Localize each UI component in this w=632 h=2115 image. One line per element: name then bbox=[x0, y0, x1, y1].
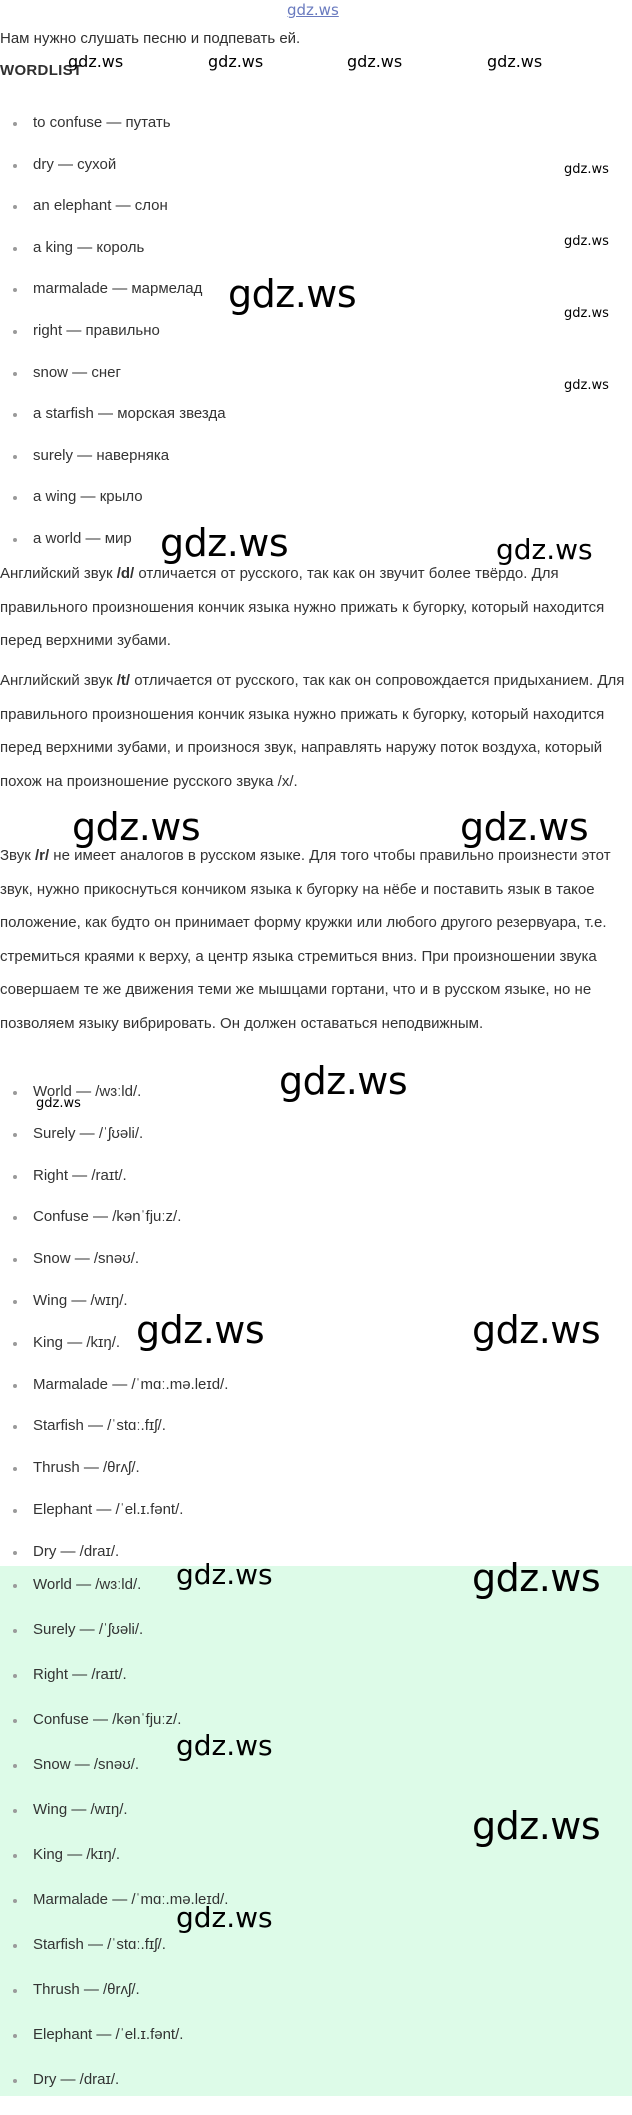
list-item: to confuse — путать bbox=[0, 113, 226, 155]
watermark: gdz.ws bbox=[460, 805, 589, 849]
list-item: a world — мир bbox=[0, 529, 226, 571]
list-item: Snow — /snəʊ/. bbox=[0, 1755, 228, 1800]
wordlist-heading: WORDLIST bbox=[0, 62, 83, 79]
watermark: gdz.ws bbox=[160, 521, 289, 565]
watermark: gdz.ws bbox=[136, 1308, 265, 1352]
watermark: gdz.ws bbox=[176, 1729, 273, 1762]
list-item: marmalade — мармелад bbox=[0, 279, 226, 321]
watermark: gdz.ws bbox=[36, 1096, 81, 1111]
watermark: gdz.ws bbox=[228, 272, 357, 316]
watermark: gdz.ws bbox=[472, 1556, 601, 1600]
watermark: gdz.ws bbox=[472, 1804, 601, 1848]
sound-d: /d/ bbox=[116, 565, 135, 582]
wordlist bbox=[0, 113, 226, 571]
list-item: a wing — крыло bbox=[0, 487, 226, 529]
list-item: dry — сухой bbox=[0, 155, 226, 197]
sound-t-paragraph: Английский звук /t/ отличается от русского, так как он сопровождается придыханием. Для правильного произношения кончик языка нужно прижать к бугорку, который находится перед верхними зубами, и произнося звук, направлять наружу поток воздуха, который похож на произношение русского звука /х/. bbox=[0, 672, 625, 790]
list-item: King — /kɪŋ/. bbox=[0, 1333, 228, 1375]
intro-text: Нам нужно слушать песню и подпевать ей. bbox=[0, 30, 301, 47]
top-watermark-link[interactable]: gdz.ws bbox=[287, 1, 339, 19]
list-item: snow — снег bbox=[0, 363, 226, 405]
list-item: Right — /raɪt/. bbox=[0, 1665, 228, 1710]
watermark: gdz.ws bbox=[564, 306, 609, 321]
list-item: Starfish — /ˈstɑː.fɪʃ/. bbox=[0, 1935, 228, 1980]
watermark: gdz.ws bbox=[564, 162, 609, 177]
list-item: Dry — /draɪ/. bbox=[0, 1542, 228, 1584]
list-item: King — /kɪŋ/. bbox=[0, 1845, 228, 1890]
sound-t: /t/ bbox=[116, 672, 131, 689]
watermark: gdz.ws bbox=[176, 1901, 273, 1934]
list-item: Marmalade — /ˈmɑː.mə.leɪd/. bbox=[0, 1890, 228, 1935]
watermark: gdz.ws bbox=[176, 1558, 273, 1591]
list-item: right — правильно bbox=[0, 321, 226, 363]
list-item: Surely — /ˈʃʊəli/. bbox=[0, 1620, 228, 1665]
list-item: Thrush — /θrʌʃ/. bbox=[0, 1980, 228, 2025]
list-item: Elephant — /ˈel.ɪ.fənt/. bbox=[0, 2025, 228, 2070]
sound-r: /r/ bbox=[34, 847, 50, 864]
list-item: an elephant — слон bbox=[0, 196, 226, 238]
list-item: Marmalade — /ˈmɑː.mə.leɪd/. bbox=[0, 1375, 228, 1417]
sound-d-paragraph: Английский звук /d/ отличается от русского, так как он звучит более твёрдо. Для правильного произношения кончик языка нужно прижать к бугорку, который находится перед верхними зубами. bbox=[0, 565, 605, 649]
list-item: Confuse — /kənˈfjuːz/. bbox=[0, 1710, 228, 1755]
watermark: gdz.ws bbox=[487, 52, 543, 71]
list-item: Thrush — /θrʌʃ/. bbox=[0, 1458, 228, 1500]
transcription-list-repeat bbox=[0, 1575, 228, 2115]
watermark: gdz.ws bbox=[564, 234, 609, 249]
list-item: surely — наверняка bbox=[0, 446, 226, 488]
watermark: gdz.ws bbox=[564, 378, 609, 393]
list-item: Right — /raɪt/. bbox=[0, 1166, 228, 1208]
list-item: Surely — /ˈʃʊəli/. bbox=[0, 1124, 228, 1166]
watermark: gdz.ws bbox=[72, 805, 201, 849]
list-item: Snow — /snəʊ/. bbox=[0, 1249, 228, 1291]
list-item: Elephant — /ˈel.ɪ.fənt/. bbox=[0, 1500, 228, 1542]
list-item: World — /wɜːld/. bbox=[0, 1082, 228, 1124]
watermark: gdz.ws bbox=[472, 1308, 601, 1352]
list-item: Dry — /draɪ/. bbox=[0, 2070, 228, 2115]
list-item: a starfish — морская звезда bbox=[0, 404, 226, 446]
watermark: gdz.ws bbox=[347, 52, 403, 71]
list-item: Wing — /wɪŋ/. bbox=[0, 1291, 228, 1333]
list-item: Wing — /wɪŋ/. bbox=[0, 1800, 228, 1845]
list-item: World — /wɜːld/. bbox=[0, 1575, 228, 1620]
watermark: gdz.ws bbox=[208, 52, 264, 71]
list-item: a king — король bbox=[0, 238, 226, 280]
list-item: Confuse — /kənˈfjuːz/. bbox=[0, 1207, 228, 1249]
watermark: gdz.ws bbox=[496, 533, 593, 566]
watermark: gdz.ws bbox=[279, 1059, 408, 1103]
watermark: gdz.ws bbox=[68, 52, 124, 71]
sound-r-paragraph: Звук /r/ не имеет аналогов в русском языке. Для того чтобы правильно произнести этот звук, нужно прикоснуться кончиком языка к бугорку на нёбе и поставить язык в такое положение, как будто он принимает форму кружки или любого другого резервуара, т.е. стремиться краями к верху, а центр языка стремиться вниз. При произношении звука совершаем те же движения теми же мышцами гортани, что и в русском языке, но не позволяем языку вибрировать. Он должен оставаться неподвижным. bbox=[0, 847, 611, 1032]
list-item: Starfish — /ˈstɑː.fɪʃ/. bbox=[0, 1416, 228, 1458]
